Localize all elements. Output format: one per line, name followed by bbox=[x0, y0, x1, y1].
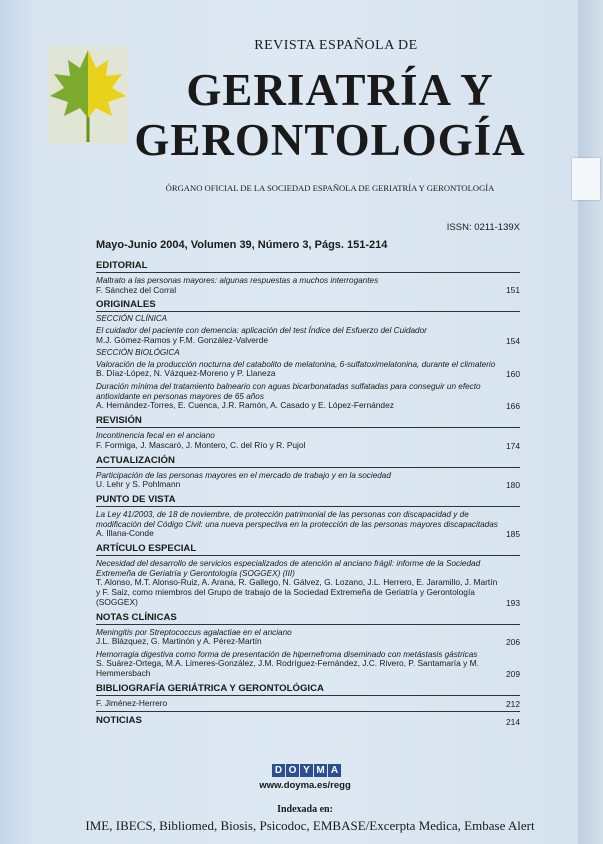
indexed-list: IME, IBECS, Bibliomed, Biosis, Psicodoc, EMBASE/Excerpta Medica, Embase Alert bbox=[85, 818, 535, 833]
article-authors: T. Alonso, M.T. Alonso-Ruiz, A. Arana, R. Gallego, N. Gálvez, G. Lozano, J.L. Herrero, E. Jaramillo, J. Martín y F. Saiz, como miembros del Grupo de trabajo de la Sociedad Extremeña de Geriatría y Gerontología (SOGGEX) bbox=[96, 577, 498, 607]
toc-entry bbox=[96, 699, 520, 709]
publisher-logo-letter: M bbox=[314, 764, 327, 777]
page-number: 154 bbox=[506, 335, 520, 346]
subsection-heading: SECCIÓN CLÍNICA bbox=[96, 314, 168, 324]
toc-entry bbox=[96, 628, 520, 647]
page-number: 185 bbox=[506, 528, 520, 539]
article-title: Hemorragia digestiva como forma de presentación de hipernefroma diseminado con metástasis gástricas bbox=[96, 649, 478, 659]
journal-subtitle: ÓRGANO OFICIAL DE LA SOCIEDAD ESPAÑOLA DE GERIATRÍA Y GERONTOLOGÍA bbox=[165, 183, 495, 193]
article-title: Maltrato a las personas mayores: algunas respuestas a muchos interrogantes bbox=[96, 276, 379, 285]
website-link[interactable]: www.doyma.es/regg bbox=[259, 780, 351, 791]
issn: ISSN: 0211-139X bbox=[446, 222, 520, 233]
toc-entry bbox=[96, 382, 520, 411]
page-number: 166 bbox=[506, 401, 520, 412]
journal-supertitle: REVISTA ESPAÑOLA DE bbox=[254, 38, 418, 53]
section-heading: BIBLIOGRAFÍA GERIÁTRICA Y GERONTOLÓGICA bbox=[96, 681, 520, 696]
article-authors: J.L. Blázquez, G. Martinón y A. Pérez-Martín bbox=[96, 636, 262, 647]
publisher-logo-letter: O bbox=[286, 764, 299, 777]
publisher-logo-letter: Y bbox=[300, 764, 313, 777]
page-number: 160 bbox=[506, 369, 520, 380]
toc-entry bbox=[96, 326, 520, 345]
article-title: Necesidad del desarrollo de servicios especializados de atención al anciano frágil: informe de la Sociedad Extremeña de Geriatría y Gerontología (SOGGEX) (III) bbox=[96, 558, 481, 578]
leaf-logo-icon bbox=[48, 46, 128, 144]
article-authors: F. Formiga, J. Mascaró, J. Montero, C. del Río y R. Pujol bbox=[96, 439, 306, 450]
toc-entry bbox=[96, 431, 520, 450]
article-authors: A. Illana-Conde bbox=[96, 528, 154, 539]
indexed-heading: Indexada en: bbox=[277, 804, 333, 815]
page-number: 206 bbox=[506, 636, 520, 647]
page-number: 151 bbox=[506, 285, 520, 296]
article-authors: F. Sánchez del Corral bbox=[96, 284, 177, 295]
section-heading: ORIGINALES bbox=[96, 297, 520, 312]
paper-tab bbox=[572, 158, 600, 200]
toc-entry bbox=[96, 559, 520, 608]
page-number: 209 bbox=[506, 669, 520, 680]
article-authors: S. Suárez-Ortega, M.A. Limeres-González, J.M. Rodríguez-Fernández, J.C. Rivero, P. Santamaría y M. Hemmersbach bbox=[96, 658, 479, 679]
publisher-logo-letter: A bbox=[328, 764, 341, 777]
article-authors: B. Díaz-López, N. Vázquez-Moreno y P. Llaneza bbox=[96, 368, 276, 379]
section-heading: REVISIÓN bbox=[96, 413, 520, 428]
section-heading: NOTAS CLÍNICAS bbox=[96, 610, 520, 625]
volume-info: Mayo-Junio 2004, Volumen 39, Número 3, Págs. 151-214 bbox=[96, 239, 388, 251]
article-authors: U. Lehr y S. Pohlmann bbox=[96, 479, 181, 490]
table-of-contents bbox=[96, 256, 520, 727]
article-title: Incontinencia fecal en el anciano bbox=[96, 431, 215, 441]
journal-title-line1: GERIATRÍA Y bbox=[186, 65, 494, 115]
toc-entry bbox=[96, 360, 520, 379]
journal-title-line2: GERONTOLOGÍA bbox=[134, 115, 526, 165]
article-title: El cuidador del paciente con demencia: aplicación del test Índice del Esfuerzo del Cuidador bbox=[96, 326, 427, 336]
subsection-heading: SECCIÓN BIOLÓGICA bbox=[96, 347, 180, 357]
article-title: La Ley 41/2003, de 18 de noviembre, de protección patrimonial de las personas con discapacidad y de modificación del Código Civil: una nueva perspectiva en la protección de las personas mayores discapacitadas bbox=[96, 509, 498, 529]
article-title: Meningitis por Streptococcus agalactiae en el anciano bbox=[96, 627, 292, 637]
publisher-logo-letter: D bbox=[272, 764, 285, 777]
section-heading: NOTICIAS bbox=[96, 714, 142, 726]
section-heading: ACTUALIZACIÓN bbox=[96, 453, 520, 468]
page-number: 174 bbox=[506, 440, 520, 451]
section-heading: PUNTO DE VISTA bbox=[96, 492, 520, 507]
page-number: 214 bbox=[506, 716, 520, 727]
page-number: 180 bbox=[506, 479, 520, 490]
article-title: Valoración de la producción nocturna del catabolito de melatonina, 6-sulfatoximelatonina, durante el climaterio bbox=[96, 359, 496, 369]
toc-entry bbox=[96, 711, 520, 727]
page-number: 193 bbox=[506, 597, 520, 608]
article-title: Participación de las personas mayores en el mercado de trabajo y en la sociedad bbox=[96, 470, 391, 480]
toc-entry bbox=[96, 471, 520, 490]
article-authors: M.J. Gómez-Ramos y F.M. González-Valverde bbox=[96, 334, 269, 345]
article-authors: A. Hernández-Torres, E. Cuenca, J.R. Ramón, A. Casado y E. López-Fernández bbox=[96, 400, 394, 411]
article-authors: F. Jiménez-Herrero bbox=[96, 698, 168, 709]
section-heading: EDITORIAL bbox=[96, 258, 520, 273]
toc-entry bbox=[96, 650, 520, 679]
toc-entry bbox=[96, 510, 520, 539]
page-number: 212 bbox=[506, 698, 520, 709]
toc-entry bbox=[96, 276, 520, 295]
cover-spine-edge bbox=[578, 0, 603, 844]
section-heading: ARTÍCULO ESPECIAL bbox=[96, 541, 520, 556]
publisher-logo bbox=[272, 764, 342, 778]
article-title: Duración mínima del tratamiento balneario con aguas bicarbonatadas sulfatadas para conseguir un efecto antioxidante en personas mayores de 65 años bbox=[96, 382, 481, 401]
